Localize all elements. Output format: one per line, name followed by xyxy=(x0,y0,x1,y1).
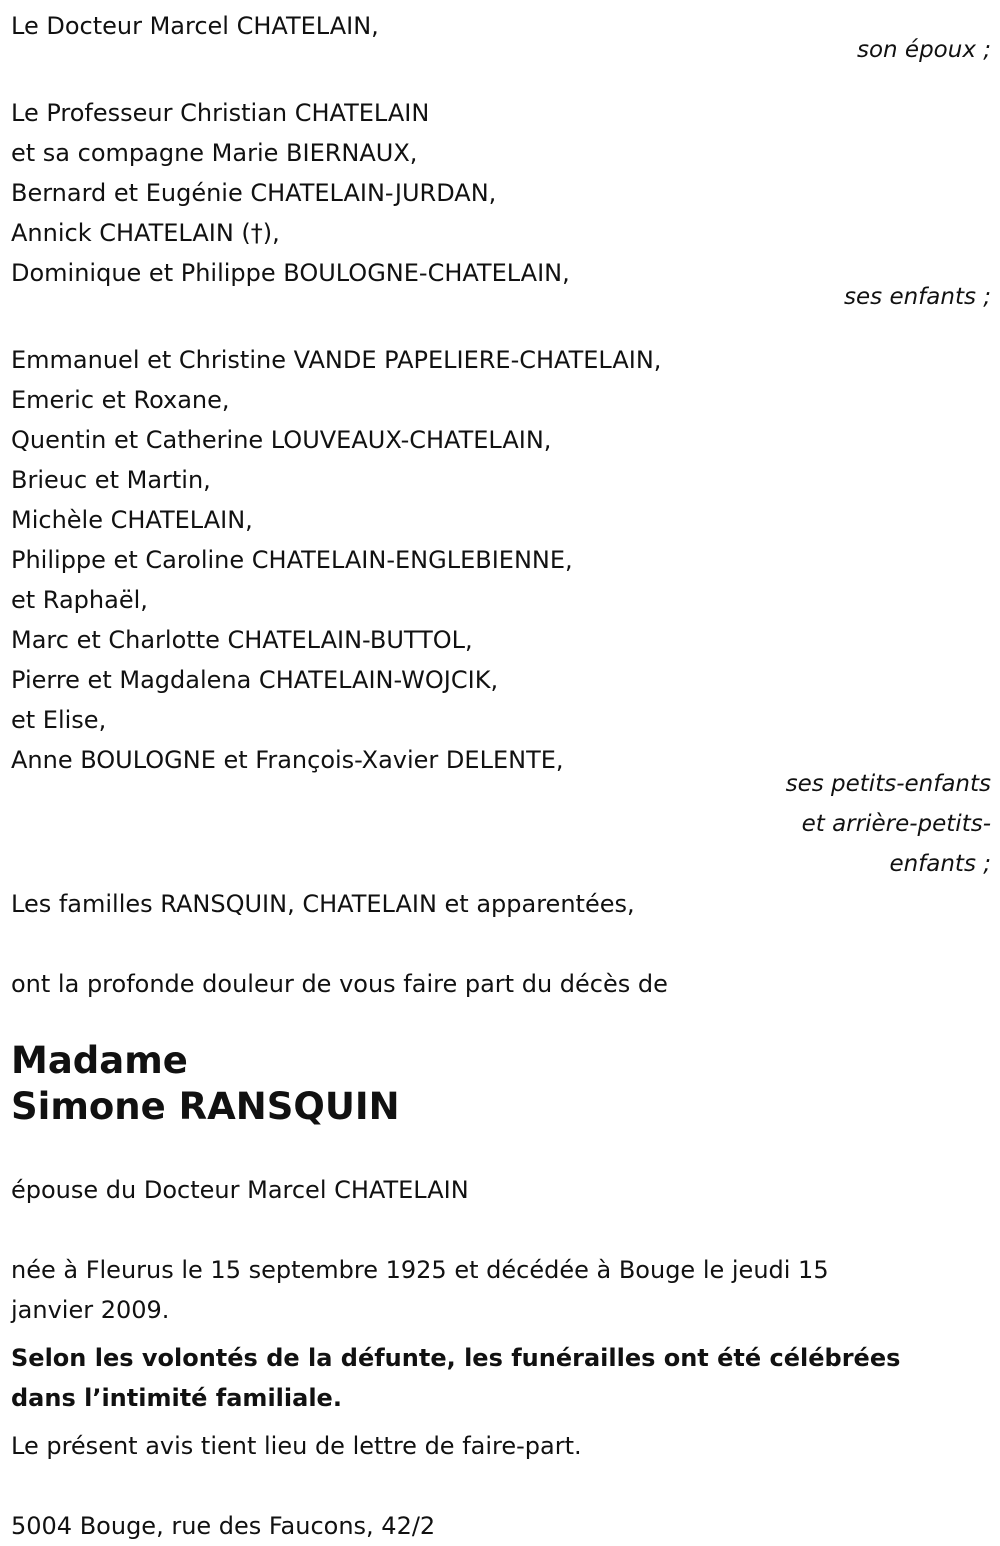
children-list xyxy=(11,93,991,293)
spouse-name: Le Docteur Marcel CHATELAIN, xyxy=(11,12,379,40)
deceased-title: Madame xyxy=(11,1039,188,1082)
announcement-line: ont la profonde douleur de vous faire part du décès de xyxy=(11,970,668,998)
child-line: Annick CHATELAIN (†), xyxy=(11,219,280,247)
grandchildren-role-line: et arrière-petits- xyxy=(801,811,991,837)
spacer xyxy=(11,1210,991,1250)
spacer xyxy=(11,924,991,964)
address-line: 5004 Bouge, rue des Faucons, 42/2 xyxy=(11,1512,436,1540)
grandchild-line: et Elise, xyxy=(11,706,107,734)
birth-death-paragraph xyxy=(11,1250,991,1330)
funeral-note xyxy=(11,1338,991,1418)
grandchildren-role-line: ses petits-enfants xyxy=(785,771,991,797)
grandchild-line: Emmanuel et Christine VANDE PAPELIERE-CHATELAIN, xyxy=(11,346,662,374)
grandchild-line: Pierre et Magdalena CHATELAIN-WOJCIK, xyxy=(11,666,499,694)
spouse-of-line: épouse du Docteur Marcel CHATELAIN xyxy=(11,1176,469,1204)
spouse-role: son époux ; xyxy=(856,37,991,63)
grandchild-line: Philippe et Caroline CHATELAIN-ENGLEBIENNE, xyxy=(11,546,573,574)
birth-death-line: née à Fleurus le 15 septembre 1925 et décédée à Bouge le jeudi 15 xyxy=(11,1256,829,1284)
grandchildren-list xyxy=(11,340,991,780)
grandchild-line: Michèle CHATELAIN, xyxy=(11,506,253,534)
funeral-note-line: Selon les volontés de la défunte, les funérailles ont été célébrées xyxy=(11,1344,901,1372)
grandchild-line: et Raphaël, xyxy=(11,586,148,614)
child-line: Bernard et Eugénie CHATELAIN-JURDAN, xyxy=(11,179,497,207)
children-role: ses enfants ; xyxy=(844,284,991,310)
grandchild-line: Quentin et Catherine LOUVEAUX-CHATELAIN, xyxy=(11,426,552,454)
notice-line: Le présent avis tient lieu de lettre de faire-part. xyxy=(11,1432,582,1460)
spacer xyxy=(11,70,991,93)
child-line: et sa compagne Marie BIERNAUX, xyxy=(11,139,418,167)
spacer xyxy=(11,317,991,340)
grandchild-line: Emeric et Roxane, xyxy=(11,386,230,414)
spacer xyxy=(11,1130,991,1170)
obituary-notice xyxy=(11,6,991,1546)
grandchildren-role xyxy=(11,764,991,884)
child-line: Le Professeur Christian CHATELAIN xyxy=(11,99,430,127)
grandchildren-role-line: enfants ; xyxy=(889,851,991,877)
spacer xyxy=(11,1418,991,1426)
spacer xyxy=(11,1466,991,1506)
families-line: Les familles RANSQUIN, CHATELAIN et apparentées, xyxy=(11,890,635,918)
deceased-name: Simone RANSQUIN xyxy=(11,1085,400,1128)
grandchild-line: Anne BOULOGNE et François-Xavier DELENTE, xyxy=(11,746,564,774)
spacer xyxy=(11,1330,991,1338)
spacer xyxy=(11,1004,991,1038)
child-line: Dominique et Philippe BOULOGNE-CHATELAIN, xyxy=(11,259,570,287)
grandchild-line: Brieuc et Martin, xyxy=(11,466,211,494)
funeral-note-line: dans l’intimité familiale. xyxy=(11,1384,342,1412)
grandchild-line: Marc et Charlotte CHATELAIN-BUTTOL, xyxy=(11,626,473,654)
birth-death-line: janvier 2009. xyxy=(11,1296,170,1324)
